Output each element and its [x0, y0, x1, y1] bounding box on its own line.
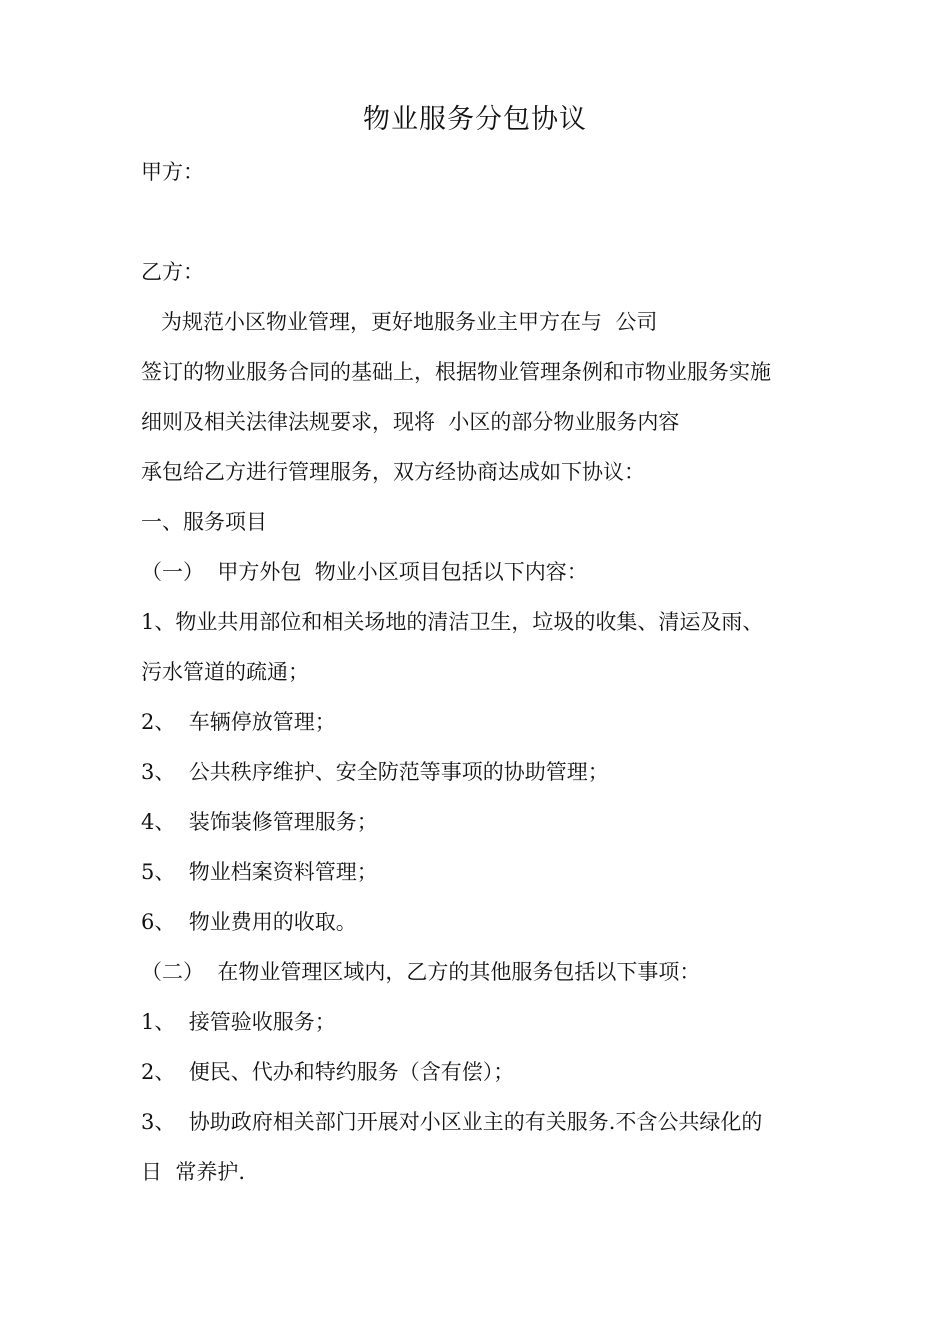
- paragraph-line: 承包给乙方进行管理服务，双方经协商达成如下协议：: [141, 460, 645, 484]
- party-b-line: 乙方：: [141, 260, 204, 284]
- paragraph-line: 为规范小区物业管理，更好地服务业主甲方在与 公司: [141, 310, 658, 334]
- list-item: 6、 物业费用的收取。: [141, 910, 357, 934]
- section-heading: 一、服务项目: [141, 510, 267, 534]
- document-title: 物业服务分包协议: [363, 104, 587, 135]
- party-a-line: 甲方：: [141, 160, 204, 184]
- subsection-heading: （二） 在物业管理区域内，乙方的其他服务包括以下事项：: [141, 960, 701, 984]
- paragraph-line: 签订的物业服务合同的基础上，根据物业管理条例和市物业服务实施: [141, 360, 771, 384]
- list-item: 5、 物业档案资料管理；: [141, 860, 378, 884]
- list-item: 1、 接管验收服务；: [141, 1010, 336, 1034]
- list-item: 2、 便民、代办和特约服务（含有偿）；: [141, 1060, 515, 1084]
- list-item-continuation: 日 常养护.: [141, 1160, 246, 1184]
- list-item: 4、 装饰装修管理服务；: [141, 810, 378, 834]
- subsection-heading: （一） 甲方外包 物业小区项目包括以下内容：: [141, 560, 588, 584]
- list-item-continuation: 污水管道的疏通；: [141, 660, 309, 684]
- list-item: 3、 协助政府相关部门开展对小区业主的有关服务.不含公共绿化的: [141, 1110, 763, 1134]
- list-item: 3、 公共秩序维护、安全防范等事项的协助管理；: [141, 760, 609, 784]
- list-item: 1、物业共用部位和相关场地的清洁卫生，垃圾的收集、清运及雨、: [141, 610, 764, 634]
- paragraph-line: 细则及相关法律法规要求，现将 小区的部分物业服务内容: [141, 410, 680, 434]
- list-item: 2、 车辆停放管理；: [141, 710, 336, 734]
